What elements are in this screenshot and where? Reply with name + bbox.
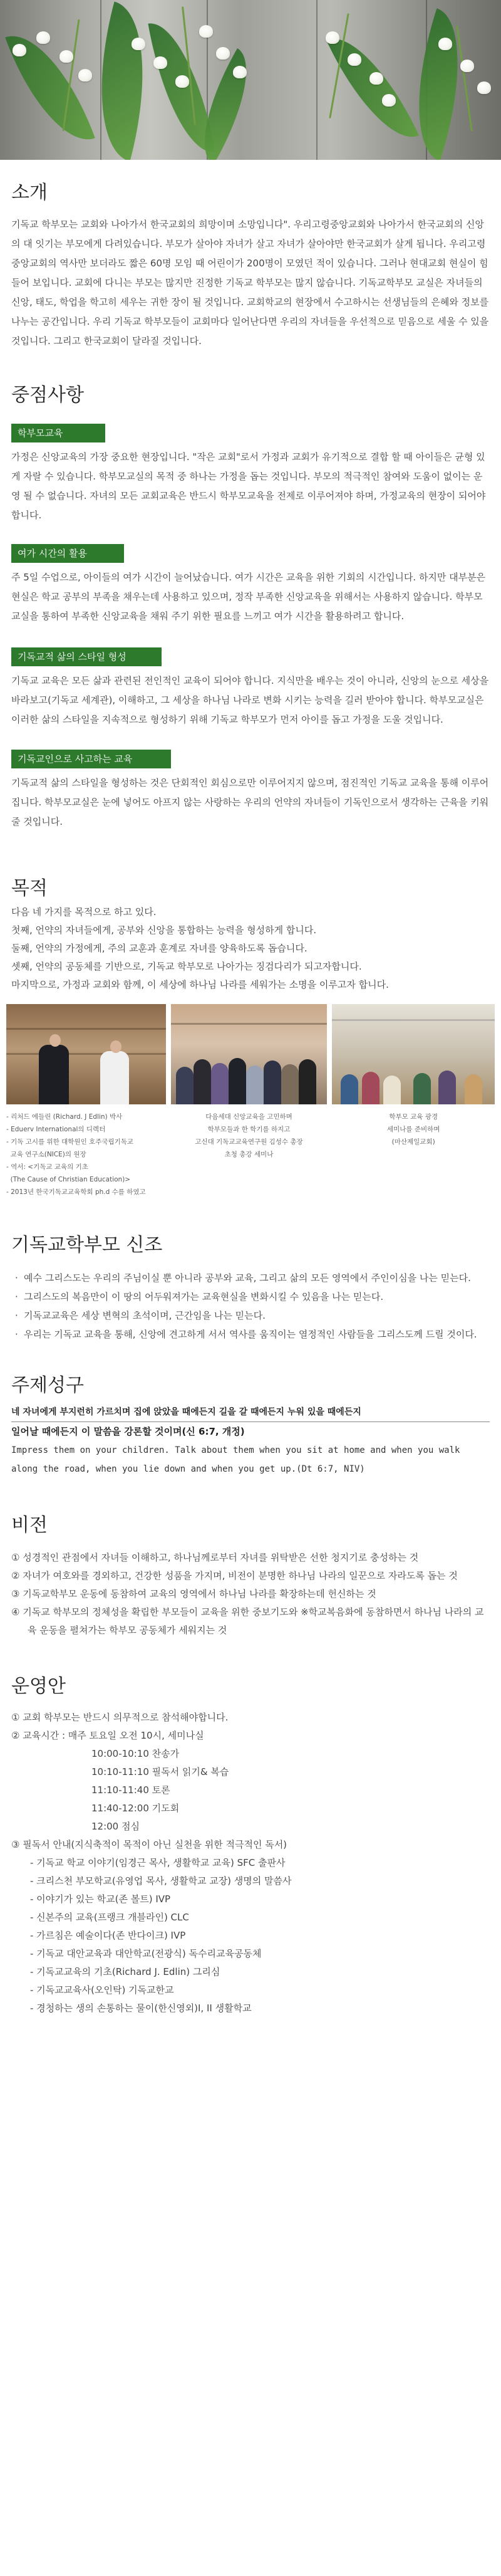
- purpose-heading: 목적: [11, 877, 48, 899]
- caption-left: [6, 1111, 166, 1198]
- caption-middle-line: 고신대 기독교교육연구원 김성수 총장: [195, 1138, 303, 1146]
- book-item: - 가르침은 예술이다(존 반다이크) IVP: [30, 1930, 186, 1941]
- operation-heading: 운영안: [11, 1675, 66, 1697]
- intro-heading: 소개: [11, 182, 48, 204]
- purpose-lead: 다음 네 가지를 목적으로 하고 있다.: [11, 906, 157, 918]
- focus-tag-3: 기독교적 삶의 스타일 형성: [11, 647, 162, 666]
- caption-left-line: - 리처드 에들린 (Richard. J Edlin) 박사: [6, 1113, 123, 1121]
- caption-left-line: - Eduerv International의 디렉터: [6, 1126, 106, 1133]
- focus-text-4: 기독교적 삶의 스타일을 형성하는 것은 단회적인 회심으로만 이루어지지 않으며, 점진적인 기독교 교육을 통해 이루어집니다. 학부모교실은 눈에 넣어도 아프지 않는 사랑하는 우리의 언약의 자녀들이 기독인으로서 생각하는 근육을 키워줄 것입니다.: [11, 777, 489, 827]
- caption-left-line: 교육 연구소(NICE)의 원장: [6, 1151, 86, 1158]
- book-item: - 기독교교육사(오인탁) 기독교한교: [30, 1984, 174, 1996]
- operation-section: [0, 1640, 501, 2036]
- purpose-line-1: 첫째, 언약의 자녀들에게, 공부와 신앙을 통합하는 능력을 형성하게 합니다.: [11, 924, 317, 936]
- caption-right-line: 학부모 교육 광경: [389, 1113, 438, 1121]
- focus-item-4: [11, 750, 490, 832]
- vision-item: ① 성경적인 관점에서 자녀들 이해하고, 하나님께로부터 자녀를 위탁받은 선한 청지기로 충성하는 것: [11, 1552, 419, 1563]
- book-item: - 기독교 대안교육과 대안학교(전광식) 독수리교육공동체: [30, 1948, 262, 1959]
- photo-captions: [0, 1104, 501, 1198]
- focus-item-2: [11, 544, 490, 626]
- photo-classroom: [332, 1004, 495, 1104]
- theme-heading: 주제성구: [11, 1374, 84, 1396]
- photo-seminar-group: [171, 1004, 328, 1104]
- purpose-line-3: 셋째, 언약의 공동체를 기반으로, 기독교 학부모로 나아가는 징검다리가 되고자합니다.: [11, 961, 362, 972]
- focus-text-1: 가정은 신앙교육의 가장 중요한 현장입니다. "작은 교회"로서 가정과 교회가 유기적으로 결합 할 때 아이들은 균형 있게 자랄 수 있습니다. 학부모교실의 목적 중 하나는 가정을 돕는 것입니다. 부모의 적극적인 참여와 도움이 없이는 운영 될 수 없습니다. 자녀의 모든 교회교육은 반드시 학부모교육을 전제로 이루어져야 하며, 가정교육의 현장이 되어야 합니다.: [11, 451, 486, 521]
- creed-item: · 그리스도의 복음만이 이 땅의 어두워져가는 교육현실을 변화시킬 수 있음을 나는 믿는다.: [11, 1287, 490, 1306]
- focus-section: [0, 351, 501, 832]
- focus-tag-4: 기독교인으로 사고하는 교육: [11, 750, 171, 768]
- photo-row: [0, 1004, 501, 1104]
- caption-left-line: (The Cause of Christian Education)>: [6, 1176, 131, 1183]
- schedule-item: 11:40-12:00 기도회: [91, 1803, 180, 1814]
- vision-heading: 비전: [11, 1514, 48, 1536]
- operation-schedule-label: ② 교육시간 : 매주 토요일 오전 10시, 세미나실: [11, 1730, 204, 1741]
- intro-section: [0, 160, 501, 351]
- caption-right-line: (마산제일교회): [391, 1138, 435, 1146]
- hero-banner-image: [0, 0, 501, 160]
- photo-lecturer: [6, 1004, 166, 1104]
- caption-left-line: - 기독 고시를 위한 대학원인 호주국립기독교: [6, 1138, 134, 1146]
- vision-section: [0, 1479, 501, 1640]
- book-item: - 기독교교육의 기초(Richard J. Edlin) 그리심: [30, 1966, 220, 1977]
- theme-verse-korean-2: 일어날 때에든지 이 말씀을 강론할 것이며(신 6:7, 개정): [11, 1426, 245, 1437]
- creed-section: [0, 1198, 501, 1344]
- purpose-section: [0, 832, 501, 1198]
- focus-tag-1: 학부모교육: [11, 424, 105, 442]
- intro-text: 기독교 학부모는 교회와 나아가서 한국교회의 희망이며 소망입니다". 우리고령중앙교회와 나아가서 한국교회의 신앙의 대 잇기는 부모에게 다려있습니다. 부모가 살아야 자녀가 살고 자녀가 살아야만 한국교회가 살게 됩니다. 우리고령중앙교회의 역사만 보더라도 짧은 60명 모임 때 어린이가 200명이 모였던 적이 있습니다. 그러나 현대교회 현실이 힘들어 보입니다. 교회에 다니는 부모는 많지만 진정한 기독교 학부모는 많지 않습니다. 기독교학부모 교실은 자녀들의 신앙, 태도, 학업을 학고히 세우는 귀한 장이 될 것입니다. 교회학교의 현장에서 수고하시는 선생님들의 은혜와 정보를 나누는 공간입니다. 우리 기독교 학부모들이 교회마다 일어난다면 우리의 자녀들을 우선적으로 믿음으로 세울 수 있을 것입니다. 그리고 한국교회이 달라질 것입니다.: [11, 219, 489, 347]
- caption-left-line: - 2013년 한국기독교교육학회 ph.d 수를 하였고: [6, 1188, 146, 1196]
- caption-middle-line: 학부모들과 한 학기를 하지고: [207, 1126, 291, 1133]
- caption-left-line: - 역서: <기독교 교육의 기초: [6, 1163, 88, 1171]
- theme-verse-korean-1: 네 자녀에게 부지런히 가르치며 집에 앉았을 때에든지 길을 갈 때에든지 누워 있을 때에든지: [11, 1407, 361, 1417]
- book-item: - 이야기가 있는 학교(존 볼트) IVP: [30, 1893, 171, 1905]
- purpose-line-2: 둘째, 언약의 가정에게, 주의 교훈과 훈계로 자녀를 양육하도록 돕습니다.: [11, 943, 307, 954]
- schedule-item: 10:10-11:10 필독서 읽기& 복습: [91, 1766, 229, 1778]
- schedule-item: 10:00-10:10 찬송가: [91, 1748, 180, 1759]
- caption-right: [332, 1111, 495, 1198]
- book-item: - 크리스천 부모학교(유영업 목사, 생활학교 교장) 생명의 말씀사: [30, 1875, 292, 1887]
- vision-list: [11, 1549, 490, 1640]
- focus-tag-2: 여가 시간의 활용: [11, 544, 124, 563]
- theme-verse-english: Impress them on your children. Talk about them when you sit at home and when you walk along the road, when you lie down and when you get up.(Dt 6:7, NIV): [11, 1445, 460, 1474]
- focus-text-2: 주 5일 수업으로, 아이들의 여가 시간이 늘어났습니다. 여가 시간은 교육을 위한 기회의 시간입니다. 하지만 대부분은 현실은 학교 공부의 부족을 채우는데 사용하고 있으며, 정작 부족한 신앙교육을 위해서는 사용하지 않습니다. 학부모 교실을 통하여 부족한 신앙교육을 채워 주기 위한 필요를 느끼고 여가 시간을 활용하려고 합니다.: [11, 572, 486, 622]
- theme-section: [0, 1344, 501, 1479]
- creed-item: · 우리는 기독교 교육을 통해, 신앙에 견고하게 서서 역사를 움직이는 열정적인 사람들을 그리스도께 드릴 것이다.: [11, 1325, 490, 1344]
- caption-middle-line: 다음세대 신앙교육을 고민하며: [205, 1113, 292, 1121]
- operation-schedule: [11, 1709, 490, 1854]
- caption-middle: [171, 1111, 328, 1198]
- vision-item: ③ 기독교학부모 운동에 동참하여 교육의 영역에서 하나님 나라를 확장하는데 헌신하는 것: [11, 1588, 376, 1600]
- operation-books-label: ③ 필독서 안내(지식축적이 목적이 아닌 실천을 위한 적극적인 독서): [11, 1839, 287, 1850]
- caption-middle-line: 초청 총강 세미나: [224, 1151, 274, 1158]
- operation-rule-1: ① 교회 학부모는 반드시 의무적으로 참석해야합니다.: [11, 1712, 229, 1723]
- creed-item: · 기독교교육은 세상 변혁의 초석이며, 근간임을 나는 믿는다.: [11, 1306, 490, 1325]
- vision-item: ② 자녀가 여호와를 경외하고, 건강한 성품을 가지며, 비전이 분명한 하나님 나라의 일꾼으로 자라도록 돕는 것: [11, 1570, 458, 1581]
- vision-item: ④ 기독교 학부모의 정체성을 확립한 부모들이 교육을 위한 중보기도와 ※학교복음화에 동참하면서 하나님 나라의 교육 운동을 펼쳐가는 학부모 공동체가 세워지는 것: [11, 1606, 484, 1636]
- schedule-item: 12:00 점심: [91, 1821, 140, 1832]
- caption-right-line: 세미나를 준비하며: [386, 1126, 440, 1133]
- focus-item-3: [11, 647, 490, 730]
- schedule-item: 11:10-11:40 토론: [91, 1784, 170, 1796]
- purpose-line-4: 마지막으로, 가정과 교회와 함께, 이 세상에 하나님 나라를 세워가는 소명을 이루고자 합니다.: [11, 979, 389, 990]
- book-item: - 기독교 학교 이야기(임경근 목사, 생활학교 교육) SFC 출판사: [30, 1857, 286, 1868]
- creed-heading: 기독교학부모 신조: [11, 1234, 163, 1256]
- creed-list: [11, 1269, 490, 1344]
- book-item: - 경청하는 생의 손통하는 물이(한신영외)I, II 생활학교: [30, 2003, 252, 2014]
- focus-heading: 중점사항: [11, 384, 84, 406]
- creed-item: · 예수 그리스도는 우리의 주님이실 뿐 아니라 공부와 교육, 그리고 삶의 모든 영역에서 주인이심을 나는 믿는다.: [11, 1269, 490, 1287]
- focus-item-1: [11, 424, 490, 525]
- focus-text-3: 기독교 교육은 모든 삶과 관련된 전인적인 교육이 되어야 합니다. 지식만을 배우는 것이 아니라, 신앙의 눈으로 세상을 바라보고(기독교 세계관), 이해하고, 그 세상을 하나님 나라로 변화 시키는 능력을 길러 받아야 합니다. 학부모교실은 이러한 삶의 스타일을 지속적으로 형성하기 위해 기독교 학부모가 먼저 아이를 돕고 가정을 도울 것입니다.: [11, 675, 489, 725]
- book-item: - 신본주의 교육(프랭크 개블라인) CLC: [30, 1912, 189, 1923]
- book-list: [11, 1854, 490, 2018]
